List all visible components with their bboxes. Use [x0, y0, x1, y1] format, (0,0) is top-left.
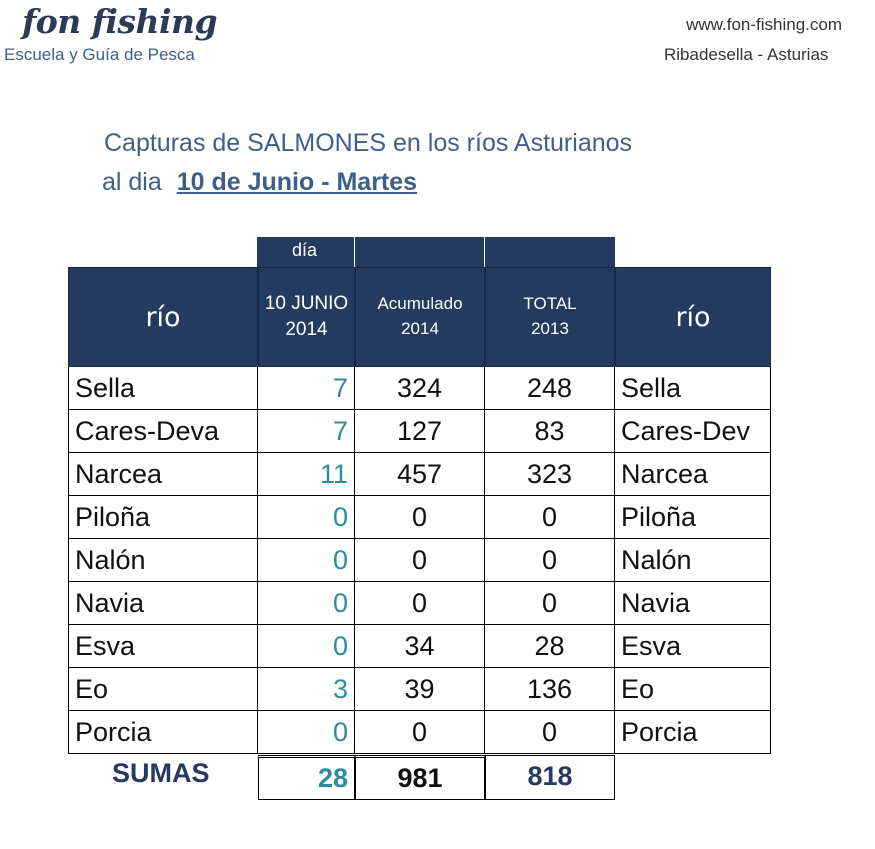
table-row — [68, 453, 771, 496]
header-total-line1: TOTAL — [523, 294, 577, 314]
acumulado-count: 127 — [355, 410, 485, 453]
total-day: 28 — [258, 755, 355, 800]
river-name: Cares-Deva — [68, 410, 258, 453]
river-name-right: Esva — [615, 625, 771, 668]
logo: fon fishing — [22, 2, 218, 41]
total-2013-count: 248 — [485, 367, 615, 410]
river-name-right: Cares-Dev — [615, 410, 771, 453]
acumulado-count: 457 — [355, 453, 485, 496]
day-count: 0 — [258, 496, 355, 539]
river-name: Esva — [68, 625, 258, 668]
subtitle-date: 10 de Junio - Martes — [176, 168, 418, 196]
top-header-blank-total — [485, 237, 615, 267]
table-row — [68, 496, 771, 539]
river-name: Navia — [68, 582, 258, 625]
subtitle-prefix: al dia — [102, 168, 162, 196]
totals-label: SUMAS — [112, 758, 210, 788]
total-2013: 818 — [485, 755, 615, 800]
acumulado-count: 0 — [355, 496, 485, 539]
day-count: 11 — [258, 453, 355, 496]
table-row — [68, 582, 771, 625]
header-acum-line1: Acumulado — [377, 294, 463, 314]
river-name: Piloña — [68, 496, 258, 539]
acumulado-count: 0 — [355, 539, 485, 582]
table-row — [68, 539, 771, 582]
day-count: 7 — [258, 367, 355, 410]
header-day-line1: 10 JUNIO — [264, 293, 349, 315]
acumulado-count: 39 — [355, 668, 485, 711]
river-name: Nalón — [68, 539, 258, 582]
top-header-blank-acum — [355, 237, 484, 267]
river-name-right: Piloña — [615, 496, 771, 539]
total-2013-count: 0 — [485, 582, 615, 625]
header-acum-line2: 2014 — [401, 319, 439, 338]
total-2013-count: 0 — [485, 539, 615, 582]
header-total-line2: 2013 — [531, 319, 569, 338]
river-name-right: Eo — [615, 668, 771, 711]
total-acumulado: 981 — [355, 755, 485, 800]
river-name-right: Narcea — [615, 453, 771, 496]
table-row — [68, 668, 771, 711]
header-rio-right: río — [615, 267, 771, 367]
river-name: Eo — [68, 668, 258, 711]
total-2013-count: 28 — [485, 625, 615, 668]
day-count: 0 — [258, 625, 355, 668]
day-count: 3 — [258, 668, 355, 711]
total-2013-count: 0 — [485, 711, 615, 754]
table-row — [68, 711, 771, 754]
table-row — [68, 625, 771, 668]
river-name: Porcia — [68, 711, 258, 754]
location-text: Ribadesella - Asturias — [664, 45, 829, 64]
header-day-line2: 2014 — [285, 319, 328, 340]
header-acumulado — [355, 267, 485, 367]
total-2013-count: 83 — [485, 410, 615, 453]
river-name: Narcea — [68, 453, 258, 496]
table-row — [68, 367, 771, 410]
day-count: 0 — [258, 711, 355, 754]
day-count: 7 — [258, 410, 355, 453]
river-name-right: Navia — [615, 582, 771, 625]
acumulado-count: 34 — [355, 625, 485, 668]
header-total — [485, 267, 615, 367]
header-day — [258, 267, 355, 367]
top-label-dia: día — [257, 237, 354, 267]
tagline: Escuela y Guía de Pesca — [4, 45, 195, 64]
day-count: 0 — [258, 582, 355, 625]
total-2013-count: 0 — [485, 496, 615, 539]
acumulado-count: 0 — [355, 711, 485, 754]
total-2013-count: 136 — [485, 668, 615, 711]
total-2013-count: 323 — [485, 453, 615, 496]
acumulado-count: 0 — [355, 582, 485, 625]
header-rio-left: río — [68, 267, 258, 367]
website-link[interactable]: www.fon-fishing.com — [686, 15, 842, 34]
day-count: 0 — [258, 539, 355, 582]
river-name-right: Nalón — [615, 539, 771, 582]
page-subtitle — [102, 168, 417, 197]
river-name-right: Sella — [615, 367, 771, 410]
river-name: Sella — [68, 367, 258, 410]
page-title: Capturas de SALMONES en los ríos Asturianos — [104, 129, 633, 157]
river-name-right: Porcia — [615, 711, 771, 754]
table-row — [68, 410, 771, 453]
acumulado-count: 324 — [355, 367, 485, 410]
